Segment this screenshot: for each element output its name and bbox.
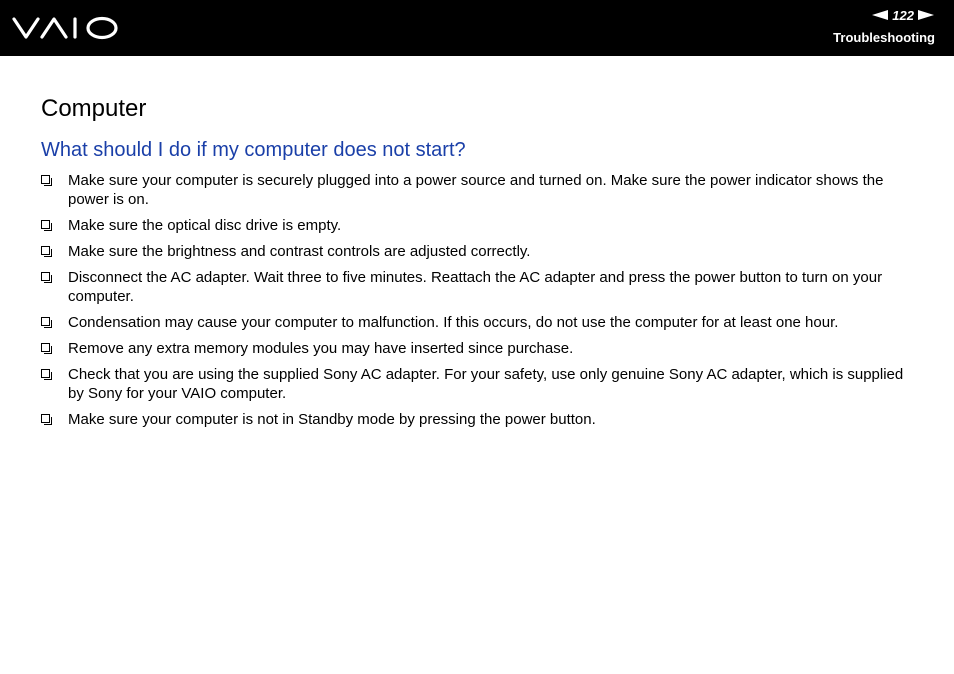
list-item-text: Make sure the optical disc drive is empty. (68, 217, 342, 234)
list-item (41, 365, 921, 403)
list-item-text: Make sure the brightness and contrast controls are adjusted correctly. (68, 243, 531, 260)
page-number: 122 (892, 7, 914, 23)
list-item-text: Make sure your computer is securely plugged into a power source and turned on. Make sure the power indicator shows the power is on. (68, 172, 884, 208)
list-item-text: Check that you are using the supplied Sony AC adapter. For your safety, use only genuine Sony AC adapter, which is supplied by Sony for your VAIO computer. (68, 366, 904, 402)
question-heading: What should I do if my computer does not start? (41, 139, 466, 161)
list-item (41, 339, 921, 358)
vaio-logo (12, 14, 120, 42)
list-item-text: Remove any extra memory modules you may have inserted since purchase. (68, 340, 574, 357)
checkbox-icon (41, 220, 50, 229)
list-item (41, 171, 921, 209)
list-item (41, 242, 921, 261)
arrow-right-icon[interactable] (918, 10, 934, 20)
list-item (41, 268, 921, 306)
list-item-text: Disconnect the AC adapter. Wait three to five minutes. Reattach the AC adapter and press the power button to turn on your computer. (68, 269, 883, 305)
checkbox-icon (41, 414, 50, 423)
checkbox-icon (41, 175, 50, 184)
arrow-left-icon[interactable] (872, 10, 888, 20)
page-navigator (872, 7, 934, 23)
list-item (41, 313, 921, 332)
checkbox-icon (41, 369, 50, 378)
list-item (41, 410, 921, 429)
checklist (41, 171, 921, 436)
checkbox-icon (41, 246, 50, 255)
checkbox-icon (41, 317, 50, 326)
list-item-text: Make sure your computer is not in Standby mode by pressing the power button. (68, 411, 596, 428)
list-item (41, 216, 921, 235)
checkbox-icon (41, 272, 50, 281)
page-title: Computer (41, 95, 147, 122)
header-bar (0, 0, 954, 56)
checkbox-icon (41, 343, 50, 352)
list-item-text: Condensation may cause your computer to malfunction. If this occurs, do not use the computer for at least one hour. (68, 314, 839, 331)
section-label: Troubleshooting (833, 30, 935, 45)
